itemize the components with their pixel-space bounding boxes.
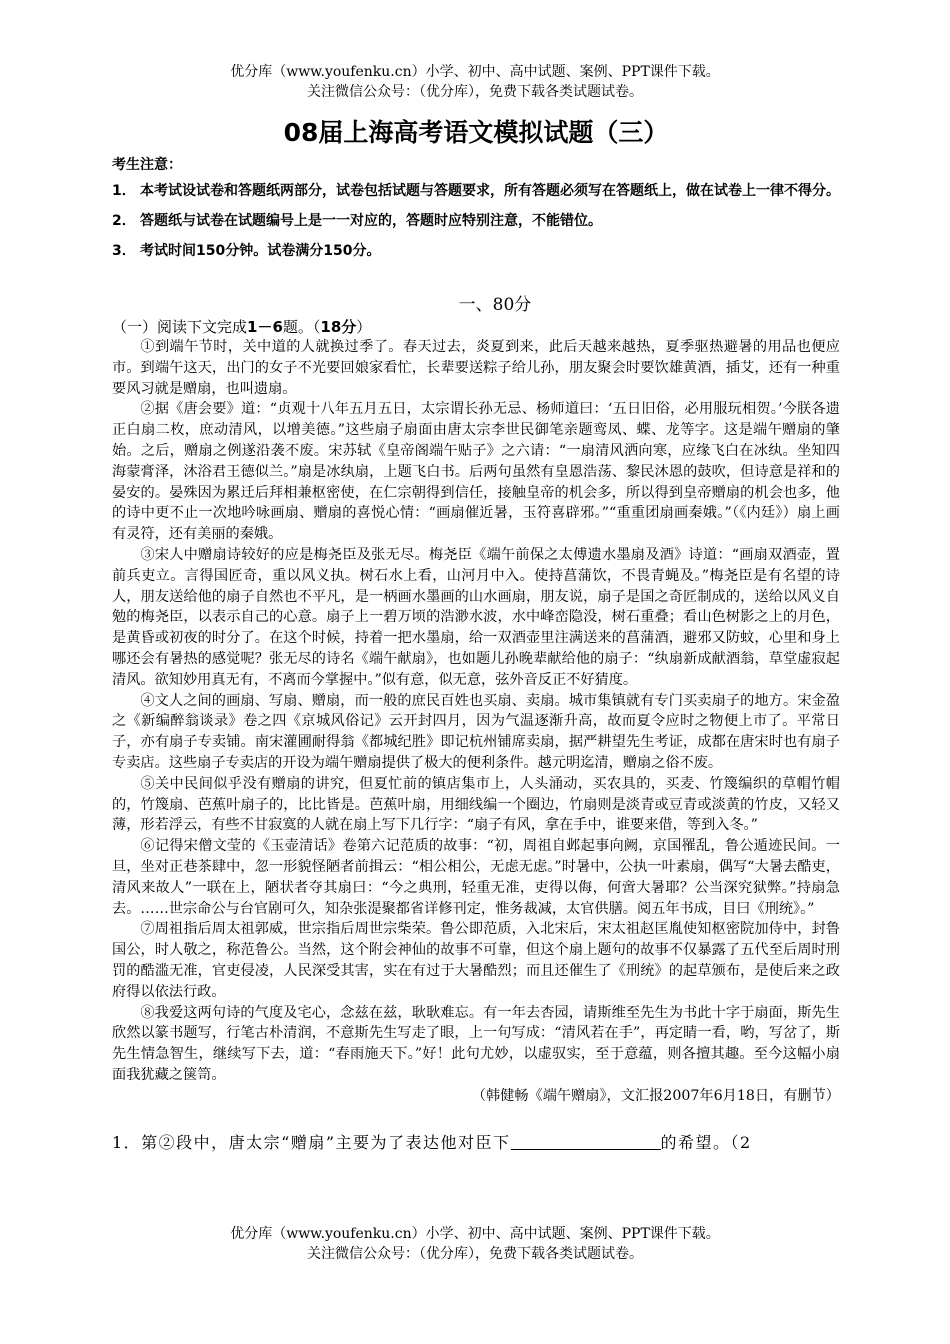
footer-line-1: 优分库（www.youfenku.cn）小学、初中、高中试题、案例、PPT课件下载。 bbox=[230, 1226, 720, 1242]
page-footer bbox=[0, 1224, 950, 1264]
paragraph-1: ①到端午节时，关中道的人就换过季了。春天过去，炎夏到来，此后天越来越热，夏季驱热避暑的用品也便应市。到端午这天，出门的女子不光要回娘家看忙，长辈要送粽子给儿孙，朋友聚会时要饮雄黄酒，插艾，还有一种重要风习就是赠扇，也叫遗扇。 bbox=[112, 339, 840, 397]
section-heading: 一、80分 bbox=[458, 295, 532, 315]
paragraph-3: ③宋人中赠扇诗较好的应是梅尧臣及张无尽。梅尧臣《端午前保之太傅遗水墨扇及酒》诗道：“画扇双酒壶，置前兵吏立。言得国匠奇，重以风义执。树石水上看，山河月中入。使持菖蒲饮，不畏青蝇及。”梅尧臣是有名望的诗人，朋友送给他的扇子自然也不平凡，是一柄画水墨画的山水画扇，朋友说，扇子是国之奇匠制成的，送给以风义自勉的梅尧臣，以表示自己的心意。扇子上一碧万顷的浩渺水波，水中峰峦隐没，树石重叠；看山色树影之上的月色，是黄昏或初夜的时分了。在这个时候，持着一把水墨扇，给一双酒壶里注满送来的菖蒲酒，避邪又防蚊，心里和身上哪还会有暑热的感觉呢？张无尽的诗名《端午献扇》，也如题儿孙晚辈献给他的扇子：“纨扇新成献酒翁，草堂虚寂起清风。欲知妙用真无有，不离而今掌握中。”似有意，似无意，弦外音反正不好猜度。 bbox=[112, 546, 840, 688]
header-line-2: 关注微信公众号：（优分库），免费下载各类试题试卷。 bbox=[307, 84, 643, 100]
notice-title: 考生注意： bbox=[112, 157, 182, 173]
page-header bbox=[110, 62, 840, 102]
notice-item-2: 2． 答题纸与试卷在试题编号上是一一对应的，答题时应特别注意，不能错位。 bbox=[112, 213, 602, 229]
part-heading: （一）阅读下文完成1－6题。（18分） bbox=[112, 318, 372, 336]
paragraph-7: ⑦周祖指后周太祖郭威，世宗指后周世宗柴荣。鲁公即范质，入北宋后，宋太祖赵匡胤使知枢密院加侍中，封鲁国公，时人敬之，称范鲁公。当然，这个附会神仙的故事不可靠，但这个扇上题句的故事不仅暴露了五代至后周时刑罚的酷滥无准，官吏侵凌，人民深受其害，实在有过于大暑酷烈；而且还催生了《刑统》的起草颁布，是使后来之政府得以依法行政。 bbox=[112, 921, 840, 1000]
paragraph-4: ④文人之间的画扇、写扇、赠扇，而一般的庶民百姓也买扇、卖扇。城市集镇就有专门买卖扇子的地方。宋金盈之《新编醉翁谈录》卷之四《京城风俗记》云开封四月，因为气温逐渐升高，故而夏令应时之物便上市了。平常日子，亦有扇子专卖铺。南宋灌圃耐得翁《都城纪胜》即记杭州铺席卖扇，据严耕望先生考证，成都在唐宋时也有扇子专卖店。这些扇子专卖店的开设为端午赠扇提供了极大的便利条件。越元明迄清，赠扇之俗不废。 bbox=[112, 692, 840, 771]
notice-item-1: 1． 本考试设试卷和答题纸两部分，试卷包括试题与答题要求，所有答题必须写在答题纸上，做在试卷上一律不得分。 bbox=[112, 183, 840, 199]
paragraph-2: ②据《唐会要》道：“贞观十八年五月五日，太宗谓长孙无忌、杨师道曰：‘五日旧俗，必用服玩相贺。’今朕各遗正白扇二枚，庶动清风，以增美德。”这些扇子扇面由唐太宗李世民御笔亲题鸾凤、蝶、龙等字。这是端午赠扇的肇始。之后，赠扇之例遂沿袭不废。宋苏轼《皇帝阁端午贴子》之六请：“一扇清风洒向寒，应缘飞白在冰纨。坐知四海蒙膏泽，沐浴君王德似兰。”扇是冰纨扇，上题飞白书。后两句虽然有皇恩浩荡、黎民沐恩的鼓吹，但诗意是祥和的晏安的。晏殊因为累迁后拜相兼枢密使，在仁宗朝得到信任，接触皇帝的机会多，所以得到皇帝赠扇的机会也多，他的诗中更不止一次地吟咏画扇、赠扇的喜悦心情：“画扇催近暑，玉符喜辟邪。”“重重团扇画秦娥。”（《内廷》）扇上画有灵符，还有美丽的秦娥。 bbox=[112, 401, 840, 543]
paragraph-6: ⑥记得宋僧文莹的《玉壶清话》卷第六记范质的故事：“初，周祖自邺起事向阙，京国罹乱，鲁公遁迹民间。一旦，坐对正巷茶肆中，忽一形貌怪陋者前揖云：“相公相公，无虑无虑。”时暑中，公执一叶素扇，偶写“大暑去酷吏，清风来故人”一联在上，陋状者夺其扇曰：“今之典刑，轻重无准，吏得以侮，何啻大暑耶？公当深究狱弊。”持扇急去。……世宗命公与台官剧可久，知杂张湜聚都省详修刊定，惟务裁减，太官供膳。阅五年书成，目曰《刑统》。” bbox=[112, 838, 840, 917]
paragraph-8: ⑧我爱这两句诗的气度及宅心，念兹在兹，耿耿难忘。有一年去杏园，请斯维至先生为书此十字于扇面，斯先生欣然以篆书题写，行笔古朴清润，不意斯先生写走了眼，上一句写成：“清风若在手”，再定睛一看，哟，写岔了，斯先生情急智生，继续写下去，道：“春雨施天下。”好！此句尤妙，以虚驭实，至于意蕴，则各擅其趣。至今这幅小扇面我犹藏之箧笥。 bbox=[112, 1004, 840, 1083]
footer-line-2: 关注微信公众号：（优分库），免费下载各类试题试卷。 bbox=[307, 1246, 643, 1262]
header-line-1: 优分库（www.youfenku.cn）小学、初中、高中试题、案例、PPT课件下载。 bbox=[230, 64, 720, 80]
notice-item-3: 3． 考试时间150分钟。试卷满分150分。 bbox=[112, 243, 381, 259]
article-source: （韩健畅《端午赠扇》，文汇报2007年6月18日，有删节） bbox=[471, 1087, 840, 1104]
question-1: 1．第②段中，唐太宗“赠扇”主要为了表达他对臣下 的希望。（2 bbox=[112, 1133, 752, 1153]
paragraph-5: ⑤关中民间似乎没有赠扇的讲究，但夏忙前的镇店集市上，人头涌动，买农具的，买麦、竹篾编织的草帽竹帽的，竹篾扇、芭蕉叶扇子的，比比皆是。芭蕉叶扇，用细线编一个圈边，竹扇则是淡青或豆青或淡黄的竹皮，又轻又薄，形若浮云，有些不甘寂寞的人就在扇上写下几行字：“扇子有风，拿在手中，谁要来借，等到入冬。” bbox=[112, 775, 840, 834]
article-body bbox=[112, 337, 840, 1106]
exam-title: 08届上海高考语文模拟试题（三） bbox=[283, 118, 669, 147]
answer-blank bbox=[511, 1133, 661, 1150]
